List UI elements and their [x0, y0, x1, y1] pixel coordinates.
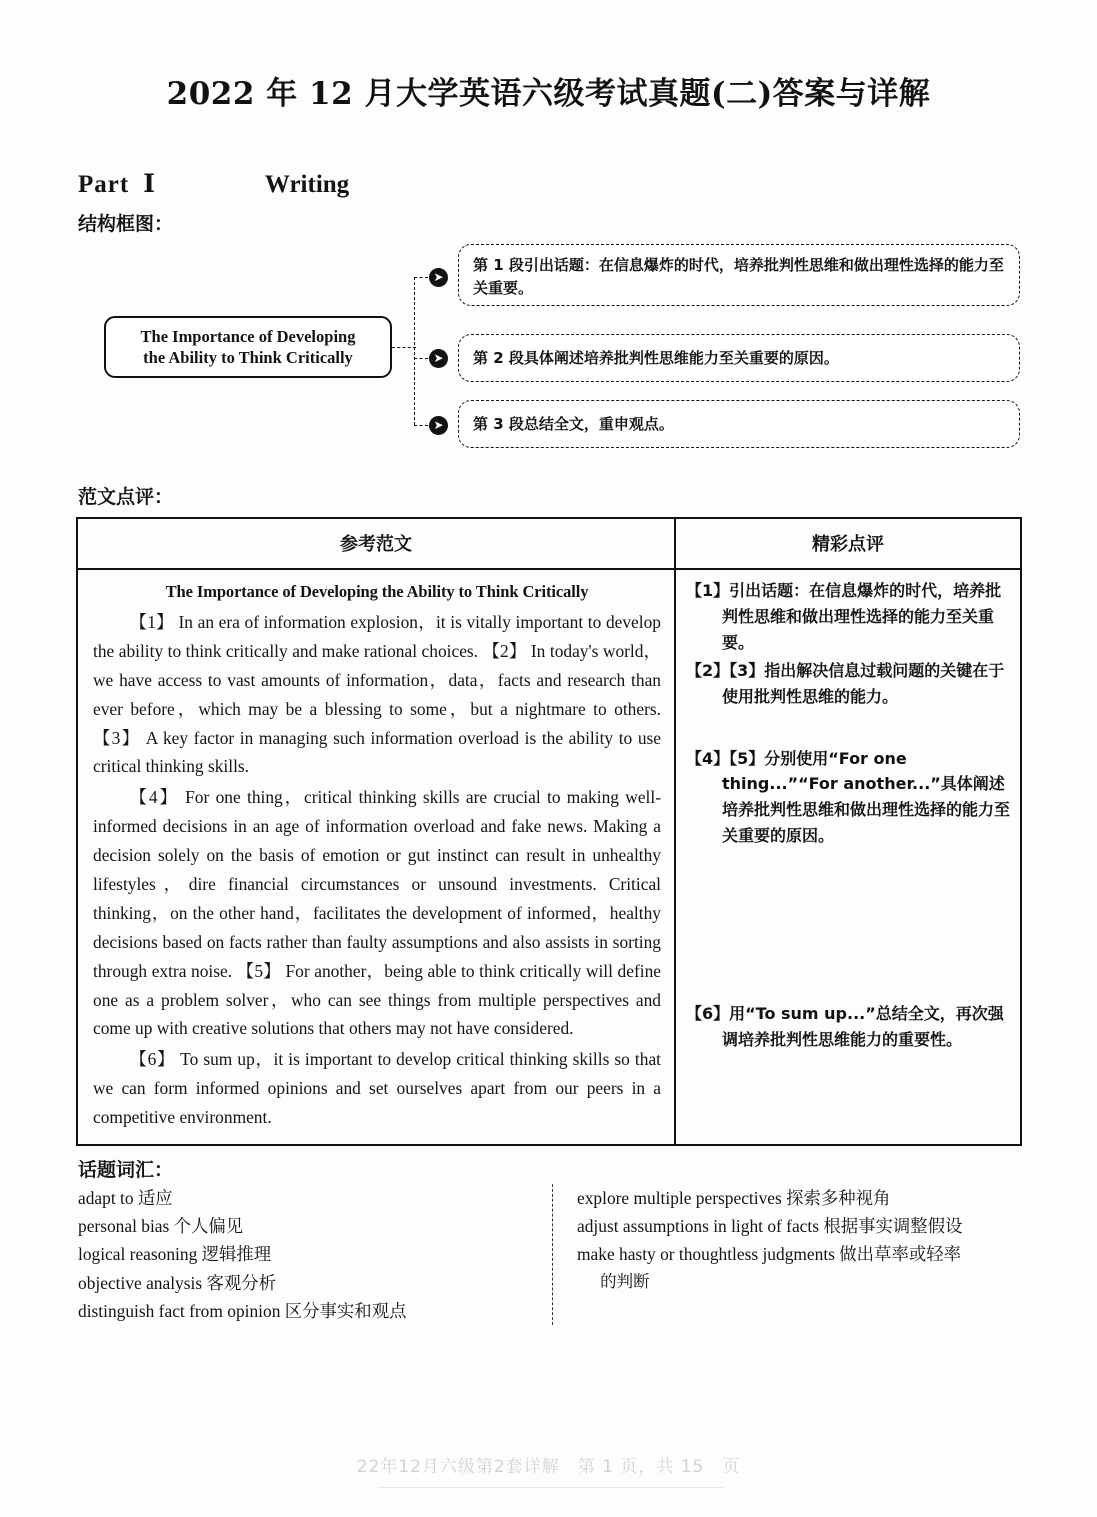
table-header-row [77, 518, 1021, 569]
vocabulary-item: personal bias 个人偏见 [78, 1216, 244, 1237]
diagram-topic-line-1: The Importance of Developing [140, 326, 356, 346]
part-label: Part [78, 171, 130, 198]
connector-branch-2 [414, 358, 428, 359]
diagram-branch-2: 第 2 段具体阐述培养批判性思维能力至关重要的原因。 [458, 334, 1020, 382]
diagram-branch-3: 第 3 段总结全文，重申观点。 [458, 400, 1020, 448]
vocabulary-item: distinguish fact from opinion 区分事实和观点 [78, 1300, 407, 1321]
table-row [77, 569, 1021, 1145]
structure-diagram [0, 244, 1097, 476]
part-heading [78, 169, 1097, 199]
structure-heading: 结构框图： [78, 213, 174, 235]
essay-cell [77, 569, 675, 1145]
part-number: Ⅰ [143, 169, 155, 198]
connector-trunk [414, 277, 415, 425]
connector-branch-3 [414, 425, 428, 426]
comment-item-1: 【1】引出话题：在信息爆炸的时代，培养批判性思维和做出理性选择的能力至关重要。 [686, 581, 1002, 652]
comment-item-3: 【4】【5】分别使用“For one thing...”“For another...”具体阐述培养批判性思维和做出理性选择的能力至关重要的原因。 [686, 748, 1011, 846]
vocabulary-item: adjust assumptions in light of facts 根据事实调整假设 [577, 1216, 963, 1237]
arrow-right-icon: ➤ [429, 416, 448, 435]
page-footer: 22年12月六级第2套详解 第 1 页，共 15 页 [356, 1457, 741, 1477]
part-section-name: Writing [264, 171, 350, 198]
column-header-comment: 精彩点评 [675, 518, 1021, 569]
vocabulary-item: objective analysis 客观分析 [78, 1272, 277, 1293]
essay-title: The Importance of Developing the Ability to Think Critically [165, 582, 589, 601]
page-title: 2022 年 12 月大学英语六级考试真题(二)答案与详解 [166, 76, 931, 112]
diagram-topic-box [104, 316, 392, 378]
arrow-right-icon: ➤ [429, 349, 448, 368]
comment-item-2: 【2】【3】指出解决信息过载问题的关键在于使用批判性思维的能力。 [686, 660, 1005, 706]
vocabulary-item-continuation: 的判断 [600, 1271, 650, 1291]
diagram-branch-1: 第 1 段引出话题：在信息爆炸的时代，培养批判性思维和做出理性选择的能力至关重要。 [458, 244, 1020, 306]
vocabulary-item: explore multiple perspectives 探索多种视角 [577, 1188, 891, 1209]
comment-item-4: 【6】用“To sum up...”总结全文，再次强调培养批判性思维能力的重要性。 [686, 1004, 1004, 1050]
vocabulary-heading: 话题词汇： [78, 1159, 174, 1182]
sample-review-heading: 范文点评： [78, 486, 174, 508]
footer-divider [378, 1487, 723, 1488]
sample-essay-table [76, 517, 1022, 1146]
vocabulary-item: logical reasoning 逻辑推理 [78, 1244, 272, 1265]
essay-paragraph-3: 【6】 To sum up，it is important to develop critical thinking skills so that we can form informed opinions and set ourselves apart from our peers in a competitive environment. [93, 1049, 661, 1128]
column-header-essay: 参考范文 [77, 518, 675, 569]
essay-paragraph-2: 【4】 For one thing，critical thinking skills are crucial to making well-informed decisions in an age of information overload and fake news. Making a decision solely on the basis of emotion or gut instinct can result in unhealthy lifestyles，dire financial circumstances or unsound investments. Critical thinking，on the other hand，facilitates the development of informed，healthy decisions based on facts rather than faulty assumptions and also assists in sorting through extra noise. 【5】 For another，being able to think critically will define one as a problem solver，who can see things from multiple perspectives and come up with creative solutions that others may not have considered. [93, 787, 661, 1039]
connector-branch-1 [414, 277, 428, 278]
vocabulary-section [78, 1184, 1022, 1325]
arrow-right-icon: ➤ [429, 268, 448, 287]
connector-main [392, 347, 416, 348]
essay-paragraph-1: 【1】 In an era of information explosion，it is vitally important to develop the ability to think critically and make rational choices. 【2】 In today's world， we have access to vast amounts of information，data，facts and research than ever before，which may be a blessing to some，but a nightmare to others. 【3】 A key factor in managing such information overload is the ability to use critical thinking skills. [93, 612, 661, 777]
comment-spacer [686, 851, 1010, 1001]
comment-spacer [686, 712, 1010, 746]
comment-cell [675, 569, 1021, 1145]
vocabulary-column-right [552, 1184, 1022, 1325]
vocabulary-item: make hasty or thoughtless judgments 做出草率或轻率 [577, 1244, 962, 1265]
diagram-topic-line-2: the Ability to Think Critically [143, 348, 353, 367]
vocabulary-item: adapt to 适应 [78, 1188, 173, 1209]
vocabulary-column-left [78, 1184, 552, 1325]
